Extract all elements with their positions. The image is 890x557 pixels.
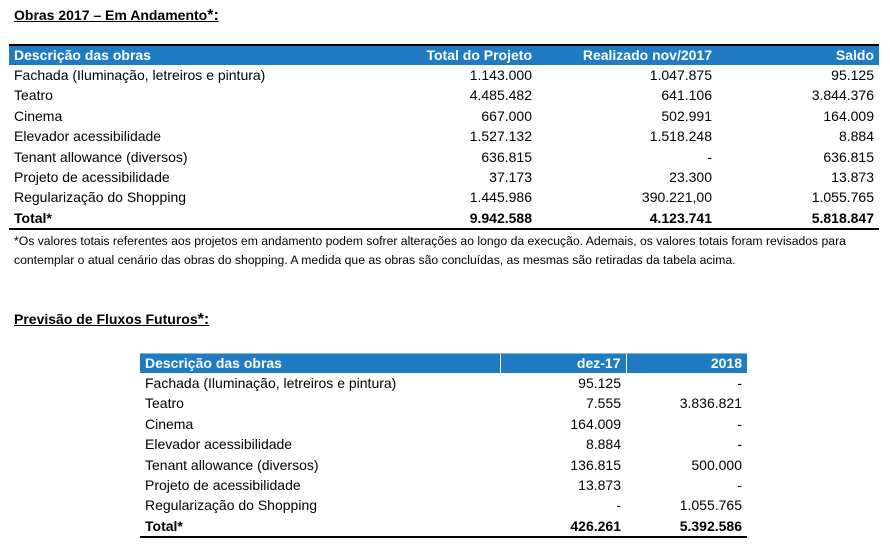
cell-2018: - [737,436,742,453]
total-label: Total* [140,516,500,537]
table-header-row [9,45,879,65]
total-projeto-value: 9.942.588 [339,208,537,229]
table-row [9,65,879,85]
table-row [9,126,879,146]
cell-total-projeto: 636.815 [481,148,532,165]
table-row [9,147,879,167]
row-label: Cinema [14,107,63,124]
cell-realizado: 23.300 [669,169,712,186]
total-row [140,516,747,537]
total-label: Total* [9,208,339,229]
cell-realizado: 1.518.248 [649,128,712,145]
row-label: Elevador acessibilidade [14,128,162,145]
table-row [9,187,879,207]
table-row [9,85,879,105]
total-dez17-value: 426.261 [500,516,626,537]
row-label: Regularização do Shopping [145,497,318,514]
col-header-total-projeto: Total do Projeto [339,45,537,65]
row-label: Tenant allowance (diversos) [14,148,188,165]
cell-total-projeto: 667.000 [481,107,532,124]
col-header-2018: 2018 [626,354,747,374]
table-row [140,475,747,495]
cell-dez17: 95.125 [578,375,621,391]
section1-title-suffix: *: [207,7,219,24]
cell-2018: 1.055.765 [679,497,742,514]
row-label: Fachada (Iluminação, letreiros e pintura) [145,375,397,391]
row-label: Projeto de acessibilidade [14,169,170,186]
total-row [9,208,879,229]
footnote: *Os valores totais referentes aos projetos em andamento podem sofrer alterações ao longo da execução. Ademais, os valores totais foram revisados para contemplar o atual cenário das obras do shopping. A medida que as obras são concluídas, as mesmas são retiradas da tabela acima. [14,234,846,267]
row-label: Cinema [145,415,194,432]
section2-title: Previsão de Fluxos Futuros [14,311,198,327]
table-row [9,106,879,126]
row-label: Projeto de acessibilidade [145,477,301,494]
cell-2018: 3.836.821 [679,395,742,412]
cell-2018: - [737,375,742,391]
cell-realizado: 390.221,00 [641,189,712,206]
col-header-dez17: dez-17 [500,354,626,374]
table-row [140,455,747,475]
col-header-saldo: Saldo [717,45,879,65]
cell-total-projeto: 4.485.482 [469,87,532,104]
cell-realizado: 1.047.875 [649,67,712,83]
cell-realizado: 641.106 [661,87,712,104]
cell-saldo: 8.884 [838,128,874,145]
cell-total-projeto: 1.527.132 [469,128,532,145]
row-label: Elevador acessibilidade [145,436,293,453]
table-header-row [140,354,747,374]
section1-title: Obras 2017 – Em Andamento [14,7,208,23]
cell-total-projeto: 37.173 [489,169,532,186]
cell-total-projeto: 1.445.986 [469,189,532,206]
cell-dez17: 13.873 [578,477,621,494]
cell-dez17: 136.815 [570,456,621,473]
table-row [9,167,879,187]
col-header-descricao: Descrição das obras [9,45,339,65]
obras-table [9,44,879,230]
table-row [140,414,747,434]
cell-realizado: 502.991 [661,107,712,124]
cell-saldo: 13.873 [831,169,874,186]
fluxos-table [140,353,747,538]
row-label: Teatro [145,395,184,412]
section2-title-suffix: *: [197,311,210,328]
table-row [140,434,747,454]
cell-2018: - [737,415,742,432]
cell-dez17: 164.009 [570,415,621,432]
row-label: Fachada (Iluminação, letreiros e pintura) [14,67,266,83]
section2-heading [14,311,209,329]
row-label: Tenant allowance (diversos) [145,456,319,473]
total-saldo-value: 5.818.847 [717,208,879,229]
cell-2018: - [737,477,742,494]
cell-realizado: - [707,148,712,165]
table-row [140,393,747,413]
cell-total-projeto: 1.143.000 [469,67,532,83]
cell-2018: 500.000 [691,456,742,473]
col-header-descricao: Descrição das obras [140,354,500,374]
cell-saldo: 95.125 [831,67,874,83]
row-label: Regularização do Shopping [14,189,187,206]
cell-saldo: 3.844.376 [811,87,874,104]
row-label: Teatro [14,87,53,104]
cell-dez17: 7.555 [585,395,621,412]
table-row [140,373,747,393]
total-realizado-value: 4.123.741 [537,208,717,229]
cell-dez17: - [616,497,621,514]
cell-saldo: 636.815 [823,148,874,165]
section1-heading [14,7,219,25]
cell-saldo: 1.055.765 [811,189,874,206]
table-row [140,495,747,515]
total-2018-value: 5.392.586 [626,516,747,537]
cell-saldo: 164.009 [823,107,874,124]
cell-dez17: 8.884 [585,436,621,453]
col-header-realizado: Realizado nov/2017 [537,45,717,65]
